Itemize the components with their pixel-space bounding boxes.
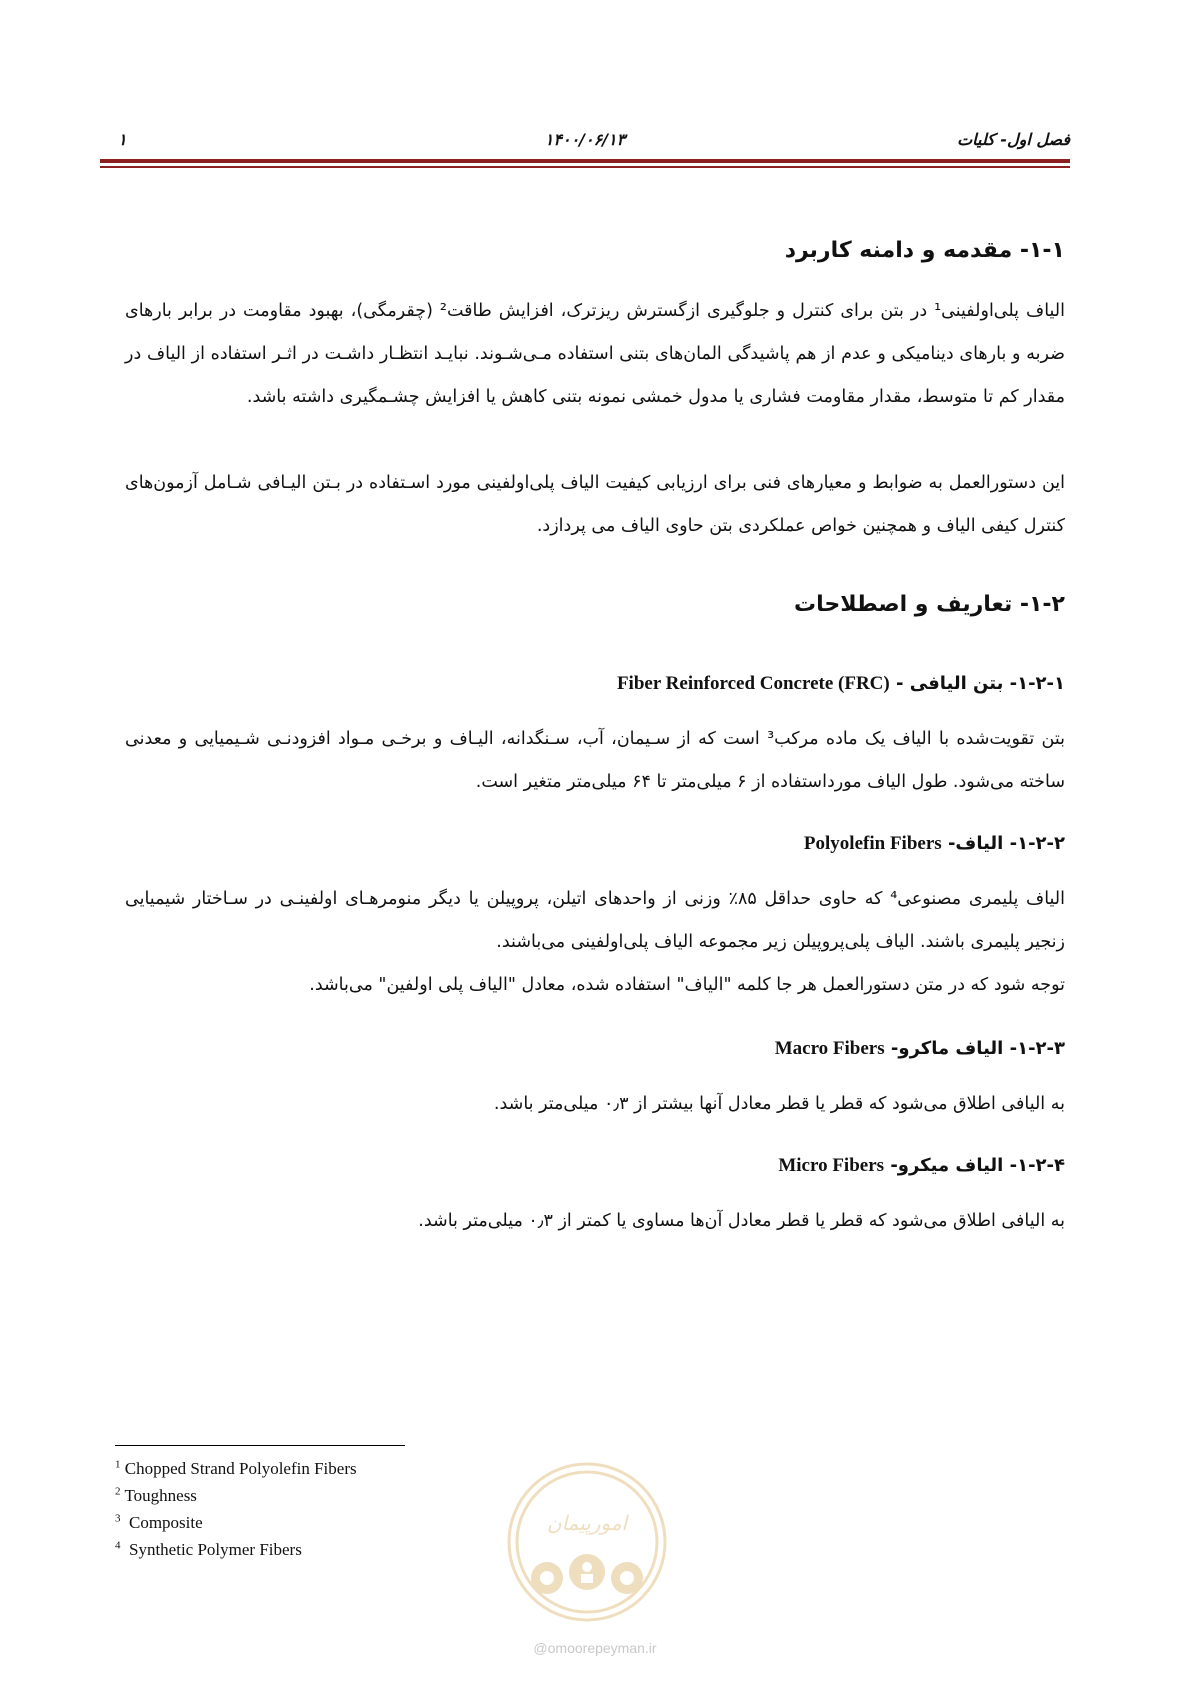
footnotes: [115, 1455, 515, 1563]
subsection-title-frc-en: Fiber Reinforced Concrete (FRC): [616, 673, 890, 694]
subsection-title-micro-en: Micro Fibers: [778, 1155, 885, 1176]
section-title-definitions: ۱-۲- تعاریف و اصطلاحات: [793, 592, 1065, 617]
footnote-2: $^2$ Toughness: [115, 1485, 197, 1505]
subsection-title-macro-en: Macro Fibers: [774, 1038, 885, 1059]
section-title-intro: ۱-۱- مقدمه و دامنه کاربرد: [784, 238, 1065, 263]
subsection-title-micro: [125, 1155, 1065, 1177]
subsection-title-polyolefin-en: Polyolefin Fibers: [803, 833, 942, 854]
footnote-separator: [115, 1445, 405, 1446]
subsection-title-macro-fa: ۱-۲-۳- الیاف ماکرو-: [890, 1038, 1065, 1059]
watermark-logo: [505, 1460, 670, 1625]
polyolefin-paragraph-2: توجه شود که در متن دستورالعمل هر جا کلمه "الیاف" استفاده شده، معادل "الیاف پلی اولفین" می‌باشد.: [309, 975, 1065, 995]
chapter-title: فصل اول- کلیات: [957, 130, 1070, 149]
frc-paragraph: بتن تقویت‌شده با الیاف یک ماده مرکب³ است که از سـیمان، آب، سـنگدانه، الیـاف و برخـی مـواد افزودنـی شـیمیایی و معدنی ساخته می‌شود. طول الیاف مورداستفاده از ۶ میلی‌متر تا ۶۴ میلی‌متر متغیر است.: [125, 729, 1065, 792]
footnote-1: $^1$ Chopped Strand Polyolefin Fibers: [115, 1458, 357, 1478]
header-rule-thin: [100, 166, 1070, 168]
intro-paragraph-2: این دستورالعمل به ضوابط و معیارهای فنی برای ارزیابی کیفیت الیاف پلی‌اولفینی مورد اسـتفاده در بـتن الیـافی شـامل آزمون‌های کنترل کیفی الیاف و همچنین خواص عملکردی بتن حاوی الیاف می پردازد.: [125, 473, 1065, 536]
intro-paragraph-1: الیاف پلی‌اولفینی¹ در بتن برای کنترل و جلوگیری ازگسترش ریزترک، افزایش طاقت² (چقرمگی)، بهبود مقاومت در برابر بارهای ضربه و بارهای دینامیکی و عدم از هم پاشیدگی المان‌های بتنی استفاده مـی‌شـوند. نبایـد انتظـار داشـت در اثـر استفاده از الیاف در مقدار کم تا متوسط، مقدار مقاومت فشاری یا مدول خمشی نمونه بتنی کاهش یا افزایش چشـمگیری داشته باشد.: [125, 301, 1065, 407]
header-date: ۱۴۰۰/۰۶/۱۳: [544, 130, 626, 149]
header-rule-thick: [100, 159, 1070, 163]
page-header: [100, 130, 1070, 156]
page-number: ۱: [118, 130, 127, 149]
subsection-title-micro-fa: ۱-۲-۴- الیاف میکرو-: [890, 1155, 1065, 1176]
subsection-title-frc-fa: ۱-۲-۱- بتن الیافی -: [896, 673, 1065, 694]
macro-paragraph: به الیافی اطلاق می‌شود که قطر یا قطر معادل آنها بیشتر از ۰٫۳ میلی‌متر باشد.: [493, 1094, 1065, 1114]
micro-paragraph: به الیافی اطلاق می‌شود که قطر یا قطر معادل آن‌ها مساوی یا کمتر از ۰٫۳ میلی‌متر باشد.: [418, 1211, 1065, 1231]
footnote-3: $^3$ Composite: [115, 1512, 203, 1532]
subsection-title-polyolefin: [125, 833, 1065, 855]
subsection-title-polyolefin-fa: ۱-۲-۲- الیاف-: [947, 833, 1065, 854]
watermark-logo-text: امورپیمان: [546, 1511, 628, 1535]
subsection-title-macro: [125, 1038, 1065, 1060]
footnote-4: $^4$ Synthetic Polymer Fibers: [115, 1539, 302, 1559]
polyolefin-paragraph-1: الیاف پلیمری مصنوعی⁴ که حاوی حداقل ۸۵٪ وزنی از واحدهای اتیلن، پروپیلن یا دیگر منومرهـای اولفینـی در سـاختار شیمیایی زنجیر پلیمری باشند. الیاف پلی‌پروپیلن زیر مجموعه الیاف پلی‌اولفینی می‌باشند.: [125, 889, 1066, 952]
subsection-title-frc: [125, 673, 1065, 695]
watermark-url: @omoorepeyman.ir: [533, 1640, 657, 1656]
